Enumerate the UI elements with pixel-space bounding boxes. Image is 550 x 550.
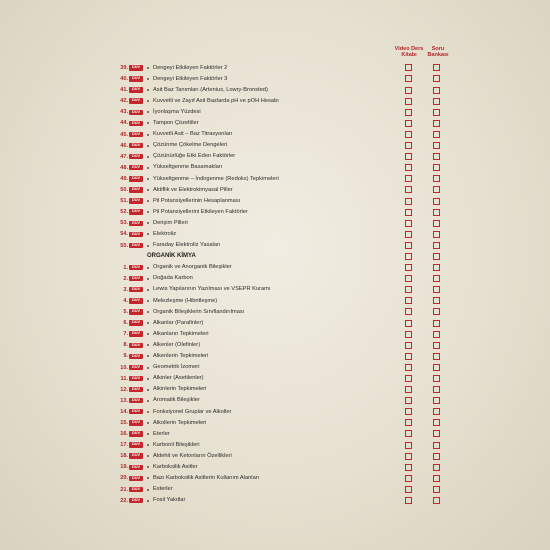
topic-number: 43. <box>120 109 128 116</box>
bullet-icon <box>147 134 149 136</box>
duv-badge: DÜV <box>129 476 143 481</box>
soru-checkbox[interactable] <box>433 231 440 238</box>
bullet-icon <box>147 344 149 346</box>
duv-badge: DÜV <box>129 298 143 303</box>
topic-title: Elektroliz <box>153 231 177 237</box>
video-checkbox[interactable] <box>405 464 412 471</box>
topic-title: Yükseltgenme – İndirgenme (Redoks) Tepkimeleri <box>153 175 279 182</box>
video-checkbox[interactable] <box>405 131 412 138</box>
duv-badge: DÜV <box>129 154 143 159</box>
topic-row <box>0 174 550 185</box>
topic-row <box>0 285 550 296</box>
topic-title: Esterler <box>153 486 173 493</box>
soru-checkbox[interactable] <box>433 242 440 249</box>
bullet-icon <box>147 145 149 147</box>
bullet-icon <box>147 477 149 479</box>
bullet-icon <box>147 111 149 113</box>
topic-title: Aldehit ve Ketonların Özellikleri <box>153 452 232 459</box>
topic-row <box>0 485 550 496</box>
soru-checkbox[interactable] <box>433 75 440 82</box>
bullet-icon <box>147 500 149 502</box>
soru-checkbox[interactable] <box>433 120 440 127</box>
soru-checkbox[interactable] <box>433 64 440 71</box>
soru-checkbox[interactable] <box>433 98 440 105</box>
topic-row <box>0 496 550 507</box>
video-checkbox[interactable] <box>405 397 412 404</box>
video-checkbox[interactable] <box>405 109 412 116</box>
topic-number: 5. <box>123 309 128 316</box>
bullet-icon <box>147 333 149 335</box>
bullet-icon <box>147 178 149 180</box>
topic-number: 42. <box>120 98 128 105</box>
video-checkbox[interactable] <box>405 98 412 105</box>
topic-title: Aktiflik ve Elektrokimyasal Piller <box>153 186 233 193</box>
soru-checkbox[interactable] <box>433 486 440 493</box>
duv-badge: DÜV <box>129 110 143 115</box>
soru-checkbox[interactable] <box>433 198 440 205</box>
video-checkbox[interactable] <box>405 231 412 238</box>
bullet-icon <box>147 156 149 158</box>
duv-badge: DÜV <box>129 176 143 181</box>
duv-badge: DÜV <box>129 221 143 226</box>
duv-badge: DÜV <box>129 331 143 336</box>
duv-badge: DÜV <box>129 431 143 436</box>
topic-title: Pil Potansiyellerini Etkileyen Faktörler <box>153 208 248 215</box>
topic-number: 17. <box>120 442 128 449</box>
video-checkbox[interactable] <box>405 475 412 482</box>
video-checkbox[interactable] <box>405 87 412 94</box>
soru-checkbox[interactable] <box>433 320 440 327</box>
topic-row <box>0 263 550 274</box>
soru-checkbox[interactable] <box>433 419 440 426</box>
column-header-soru: Soru Bankası <box>427 46 449 58</box>
topic-title: Fonksiyonel Gruplar ve Alkoller <box>153 408 232 415</box>
duv-badge: DÜV <box>129 143 143 148</box>
bullet-icon <box>147 211 149 213</box>
topic-title: Alkinler (Asetilenler) <box>153 375 204 382</box>
bullet-icon <box>147 433 149 435</box>
topic-number: 10. <box>120 364 128 371</box>
topic-number: 22. <box>120 497 128 504</box>
topic-row <box>0 218 550 229</box>
topic-row <box>0 185 550 196</box>
duv-badge: DÜV <box>129 287 143 292</box>
topic-number: 49. <box>120 175 128 182</box>
video-checkbox[interactable] <box>405 342 412 349</box>
video-checkbox[interactable] <box>405 64 412 71</box>
section-header-row <box>0 252 550 263</box>
soru-checkbox[interactable] <box>433 331 440 338</box>
bullet-icon <box>147 222 149 224</box>
topic-row <box>0 152 550 163</box>
topic-title: Yükseltgenme Basamakları <box>153 164 223 171</box>
bullet-icon <box>147 400 149 402</box>
bullet-icon <box>147 311 149 313</box>
duv-badge: DÜV <box>129 87 143 92</box>
duv-badge: DÜV <box>129 98 143 103</box>
duv-badge: DÜV <box>129 187 143 192</box>
section-title: ORGANİK KİMYA <box>147 253 196 260</box>
duv-badge: DÜV <box>129 276 143 281</box>
topic-row <box>0 307 550 318</box>
topic-row <box>0 74 550 85</box>
topic-title: Tampon Çözeltiler <box>153 120 199 127</box>
topic-row <box>0 85 550 96</box>
topic-row <box>0 351 550 362</box>
video-checkbox[interactable] <box>405 220 412 227</box>
duv-badge: DÜV <box>129 198 143 203</box>
topic-row <box>0 418 550 429</box>
topic-number: 13. <box>120 397 128 404</box>
soru-checkbox[interactable] <box>433 430 440 437</box>
topic-number: 8. <box>123 342 128 349</box>
bullet-icon <box>147 300 149 302</box>
soru-checkbox[interactable] <box>433 397 440 404</box>
duv-badge: DÜV <box>129 453 143 458</box>
duv-badge: DÜV <box>129 354 143 359</box>
video-checkbox[interactable] <box>405 297 412 304</box>
video-checkbox[interactable] <box>405 275 412 282</box>
topic-row <box>0 229 550 240</box>
topic-row <box>0 473 550 484</box>
topic-row <box>0 363 550 374</box>
topic-number: 18. <box>120 453 128 460</box>
video-checkbox[interactable] <box>405 308 412 315</box>
topic-number: 44. <box>120 120 128 127</box>
topic-title: Dengeyi Etkileyen Faktörler 2 <box>153 64 228 71</box>
video-checkbox[interactable] <box>405 253 412 260</box>
topic-row <box>0 163 550 174</box>
video-checkbox[interactable] <box>405 209 412 216</box>
video-checkbox[interactable] <box>405 430 412 437</box>
topic-row <box>0 340 550 351</box>
topic-title: Çözünme Çökelme Dengeleri <box>153 142 228 149</box>
topic-row <box>0 107 550 118</box>
topic-row <box>0 207 550 218</box>
soru-checkbox[interactable] <box>433 209 440 216</box>
topic-number: 40. <box>120 76 128 83</box>
bullet-icon <box>147 200 149 202</box>
topic-number: 52. <box>120 209 128 216</box>
bullet-icon <box>147 233 149 235</box>
bullet-icon <box>147 422 149 424</box>
soru-checkbox[interactable] <box>433 286 440 293</box>
topic-title: Eterler <box>153 430 170 437</box>
soru-checkbox[interactable] <box>433 142 440 149</box>
topic-number: 51. <box>120 198 128 205</box>
video-checkbox[interactable] <box>405 386 412 393</box>
video-checkbox[interactable] <box>405 419 412 426</box>
soru-checkbox[interactable] <box>433 408 440 415</box>
topic-title: Doğada Karbon <box>153 275 193 282</box>
bullet-icon <box>147 378 149 380</box>
duv-badge: DÜV <box>129 232 143 237</box>
topic-row <box>0 462 550 473</box>
soru-checkbox[interactable] <box>433 308 440 315</box>
bullet-icon <box>147 411 149 413</box>
bullet-icon <box>147 322 149 324</box>
topic-number: 3. <box>123 286 128 293</box>
duv-badge: DÜV <box>129 409 143 414</box>
bullet-icon <box>147 367 149 369</box>
soru-checkbox[interactable] <box>433 386 440 393</box>
video-checkbox[interactable] <box>405 175 412 182</box>
soru-checkbox[interactable] <box>433 175 440 182</box>
soru-checkbox[interactable] <box>433 164 440 171</box>
topic-title: Melezleşme (Hibritleşme) <box>153 297 218 304</box>
topic-number: 55. <box>120 242 128 249</box>
soru-checkbox[interactable] <box>433 497 440 504</box>
topic-number: 7. <box>123 331 128 338</box>
topic-title: Geometrik İzomeri <box>153 364 200 371</box>
soru-checkbox[interactable] <box>433 153 440 160</box>
soru-checkbox[interactable] <box>433 186 440 193</box>
topic-title: Alkinlerin Tepkimeleri <box>153 386 207 393</box>
soru-checkbox[interactable] <box>433 109 440 116</box>
topic-number: 45. <box>120 131 128 138</box>
duv-badge: DÜV <box>129 442 143 447</box>
topic-row <box>0 451 550 462</box>
topic-row <box>0 96 550 107</box>
topic-row <box>0 130 550 141</box>
video-checkbox[interactable] <box>405 442 412 449</box>
bullet-icon <box>147 278 149 280</box>
duv-badge: DÜV <box>129 465 143 470</box>
topic-row <box>0 385 550 396</box>
topic-row <box>0 440 550 451</box>
topic-title: Fosil Yakıtlar <box>153 497 186 504</box>
video-checkbox[interactable] <box>405 264 412 271</box>
topic-title: Aromatik Bileşikler <box>153 397 200 404</box>
topic-title: Dengeyi Etkileyen Faktörler 3 <box>153 75 228 82</box>
video-checkbox[interactable] <box>405 164 412 171</box>
soru-checkbox[interactable] <box>433 364 440 371</box>
soru-checkbox[interactable] <box>433 220 440 227</box>
topic-number: 14. <box>120 408 128 415</box>
duv-badge: DÜV <box>129 343 143 348</box>
topic-title: Lewis Yapılarının Yazılması ve VSEPR Kuramı <box>153 286 271 293</box>
duv-badge: DÜV <box>129 487 143 492</box>
soru-checkbox[interactable] <box>433 87 440 94</box>
bullet-icon <box>147 189 149 191</box>
topic-row <box>0 407 550 418</box>
topic-title: İyonlaşma Yüzdesi <box>153 108 201 115</box>
topic-number: 53. <box>120 220 128 227</box>
topic-title: Kuvvetli Asit – Baz Titrasyonları <box>153 131 233 138</box>
bullet-icon <box>147 89 149 91</box>
bullet-icon <box>147 100 149 102</box>
video-checkbox[interactable] <box>405 198 412 205</box>
topic-number: 21. <box>120 486 128 493</box>
video-checkbox[interactable] <box>405 320 412 327</box>
bullet-icon <box>147 122 149 124</box>
topic-number: 9. <box>123 353 128 360</box>
soru-checkbox[interactable] <box>433 342 440 349</box>
topic-row <box>0 274 550 285</box>
video-checkbox[interactable] <box>405 75 412 82</box>
topic-row <box>0 118 550 129</box>
video-checkbox[interactable] <box>405 375 412 382</box>
bullet-icon <box>147 267 149 269</box>
topic-row <box>0 429 550 440</box>
video-checkbox[interactable] <box>405 186 412 193</box>
topic-number: 20. <box>120 475 128 482</box>
topic-title: Alkanlar (Parafinler) <box>153 319 204 326</box>
topic-number: 19. <box>120 464 128 471</box>
bullet-icon <box>147 67 149 69</box>
duv-badge: DÜV <box>129 365 143 370</box>
topic-title: Pil Potansiyellerinin Hesaplanması <box>153 197 241 204</box>
duv-badge: DÜV <box>129 243 143 248</box>
bullet-icon <box>147 466 149 468</box>
video-checkbox[interactable] <box>405 453 412 460</box>
topic-title: Derişim Pilleri <box>153 219 188 226</box>
topic-title: Karbonil Bileşikleri <box>153 441 200 448</box>
soru-checkbox[interactable] <box>433 253 440 260</box>
topic-row <box>0 296 550 307</box>
video-checkbox[interactable] <box>405 286 412 293</box>
duv-badge: DÜV <box>129 309 143 314</box>
topic-title: Asit Baz Tanımları (Artenius, Lowry-Bronsted) <box>153 86 268 93</box>
duv-badge: DÜV <box>129 209 143 214</box>
topic-number: 6. <box>123 320 128 327</box>
topic-title: Çözünürlüğe Etki Eden Faktörler <box>153 153 236 160</box>
column-header-video: Video Ders Kitabı <box>394 46 424 58</box>
soru-checkbox[interactable] <box>433 375 440 382</box>
video-checkbox[interactable] <box>405 142 412 149</box>
topic-row <box>0 141 550 152</box>
topic-title: Bazı Karboksilik Asitlerin Kullanım Alanları <box>153 475 260 482</box>
duv-badge: DÜV <box>129 387 143 392</box>
topic-row <box>0 318 550 329</box>
duv-badge: DÜV <box>129 132 143 137</box>
soru-checkbox[interactable] <box>433 475 440 482</box>
bullet-icon <box>147 245 149 247</box>
topic-row <box>0 241 550 252</box>
video-checkbox[interactable] <box>405 364 412 371</box>
bullet-icon <box>147 444 149 446</box>
soru-checkbox[interactable] <box>433 442 440 449</box>
duv-badge: DÜV <box>129 65 143 70</box>
bullet-icon <box>147 167 149 169</box>
soru-checkbox[interactable] <box>433 453 440 460</box>
duv-badge: DÜV <box>129 420 143 425</box>
bullet-icon <box>147 289 149 291</box>
topic-title: Faraday Elektroliz Yasaları <box>153 242 221 249</box>
video-checkbox[interactable] <box>405 153 412 160</box>
bullet-icon <box>147 355 149 357</box>
topic-number: 11. <box>120 375 128 382</box>
duv-badge: DÜV <box>129 376 143 381</box>
topic-title: Kuvvetli ve Zayıf Asit Bazlarda pH ve pOH Hesabı <box>153 97 279 104</box>
topic-number: 41. <box>120 87 128 94</box>
topic-number: 50. <box>120 187 128 194</box>
topic-list <box>0 63 550 507</box>
topic-title: Organik ve Anorganik Bileşikler <box>153 264 232 271</box>
topic-number: 16. <box>120 431 128 438</box>
duv-badge: DÜV <box>129 265 143 270</box>
soru-checkbox[interactable] <box>433 131 440 138</box>
topic-number: 54. <box>120 231 128 238</box>
topic-title: Alkanların Tepkimeleri <box>153 330 209 337</box>
topic-title: Alkenler (Olefinler) <box>153 341 201 348</box>
duv-badge: DÜV <box>129 398 143 403</box>
topic-number: 39. <box>120 65 128 71</box>
topic-row <box>0 396 550 407</box>
topic-row <box>0 63 550 74</box>
bullet-icon <box>147 78 149 80</box>
topic-number: 12. <box>120 386 128 393</box>
duv-badge: DÜV <box>129 76 143 81</box>
topic-title: Alkenlerin Tepkimeleri <box>153 353 209 360</box>
topic-number: 47. <box>120 153 128 160</box>
topic-title: Alkollerin Tepkimeleri <box>153 419 207 426</box>
video-checkbox[interactable] <box>405 353 412 360</box>
topic-title: Organik Bileşiklerin Sınıflandırılması <box>153 308 245 315</box>
topic-number: 15. <box>120 420 128 426</box>
topic-title: Karboksilik Asitler <box>153 463 198 470</box>
duv-badge: DÜV <box>129 121 143 126</box>
bullet-icon <box>147 489 149 491</box>
topic-row <box>0 196 550 207</box>
video-checkbox[interactable] <box>405 408 412 415</box>
soru-checkbox[interactable] <box>433 353 440 360</box>
soru-checkbox[interactable] <box>433 264 440 271</box>
video-checkbox[interactable] <box>405 120 412 127</box>
duv-badge: DÜV <box>129 320 143 325</box>
soru-checkbox[interactable] <box>433 464 440 471</box>
topic-number: 2. <box>123 275 128 282</box>
topic-number: 1. <box>123 264 128 271</box>
video-checkbox[interactable] <box>405 331 412 338</box>
video-checkbox[interactable] <box>405 486 412 493</box>
topic-number: 48. <box>120 164 128 171</box>
bullet-icon <box>147 389 149 391</box>
topic-number: 4. <box>123 297 128 304</box>
video-checkbox[interactable] <box>405 242 412 249</box>
soru-checkbox[interactable] <box>433 275 440 282</box>
topic-number: 46. <box>120 142 128 149</box>
topic-row <box>0 329 550 340</box>
video-checkbox[interactable] <box>405 497 412 504</box>
duv-badge: DÜV <box>129 498 143 503</box>
soru-checkbox[interactable] <box>433 297 440 304</box>
bullet-icon <box>147 455 149 457</box>
topic-row <box>0 374 550 385</box>
duv-badge: DÜV <box>129 165 143 170</box>
